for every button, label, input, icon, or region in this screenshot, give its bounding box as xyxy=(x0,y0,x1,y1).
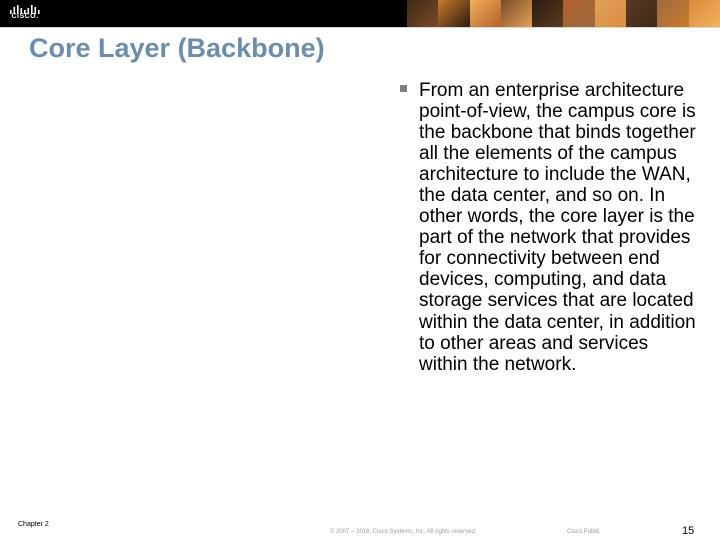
photo-tile xyxy=(470,0,501,27)
photo-tile xyxy=(626,0,657,27)
classification-label: Cisco Public xyxy=(567,529,601,535)
chapter-label: Chapter 2 xyxy=(18,521,49,528)
photo-tile xyxy=(595,0,626,27)
header-divider xyxy=(0,27,720,28)
page-number: 15 xyxy=(682,525,695,537)
people-photo-strip xyxy=(407,0,720,27)
copyright-notice: © 2007 – 2016, Cisco Systems, Inc. All rights reserved. xyxy=(330,529,477,535)
photo-tile xyxy=(563,0,594,27)
photo-tile xyxy=(657,0,688,27)
square-bullet-icon xyxy=(400,85,407,92)
photo-tile xyxy=(532,0,563,27)
slide-title: Core Layer (Backbone) xyxy=(29,33,325,63)
photo-tile xyxy=(438,0,469,27)
cisco-logo xyxy=(6,3,44,23)
photo-tile xyxy=(407,0,438,27)
logo-wordmark: CISCO. xyxy=(11,13,39,20)
photo-tile xyxy=(501,0,532,27)
bullet-text: From an enterprise architecture point-of-view, the campus core is the backbone that binds together all the elements of the campus architecture to include the WAN, the data center, and so on. In other words, the core layer is the part of the network that provides for connectivity between end devices, computing, and data storage services that are located within the data center, in addition to other areas and services within the network. xyxy=(419,80,696,375)
photo-tile xyxy=(689,0,720,27)
header-bar xyxy=(0,0,720,27)
